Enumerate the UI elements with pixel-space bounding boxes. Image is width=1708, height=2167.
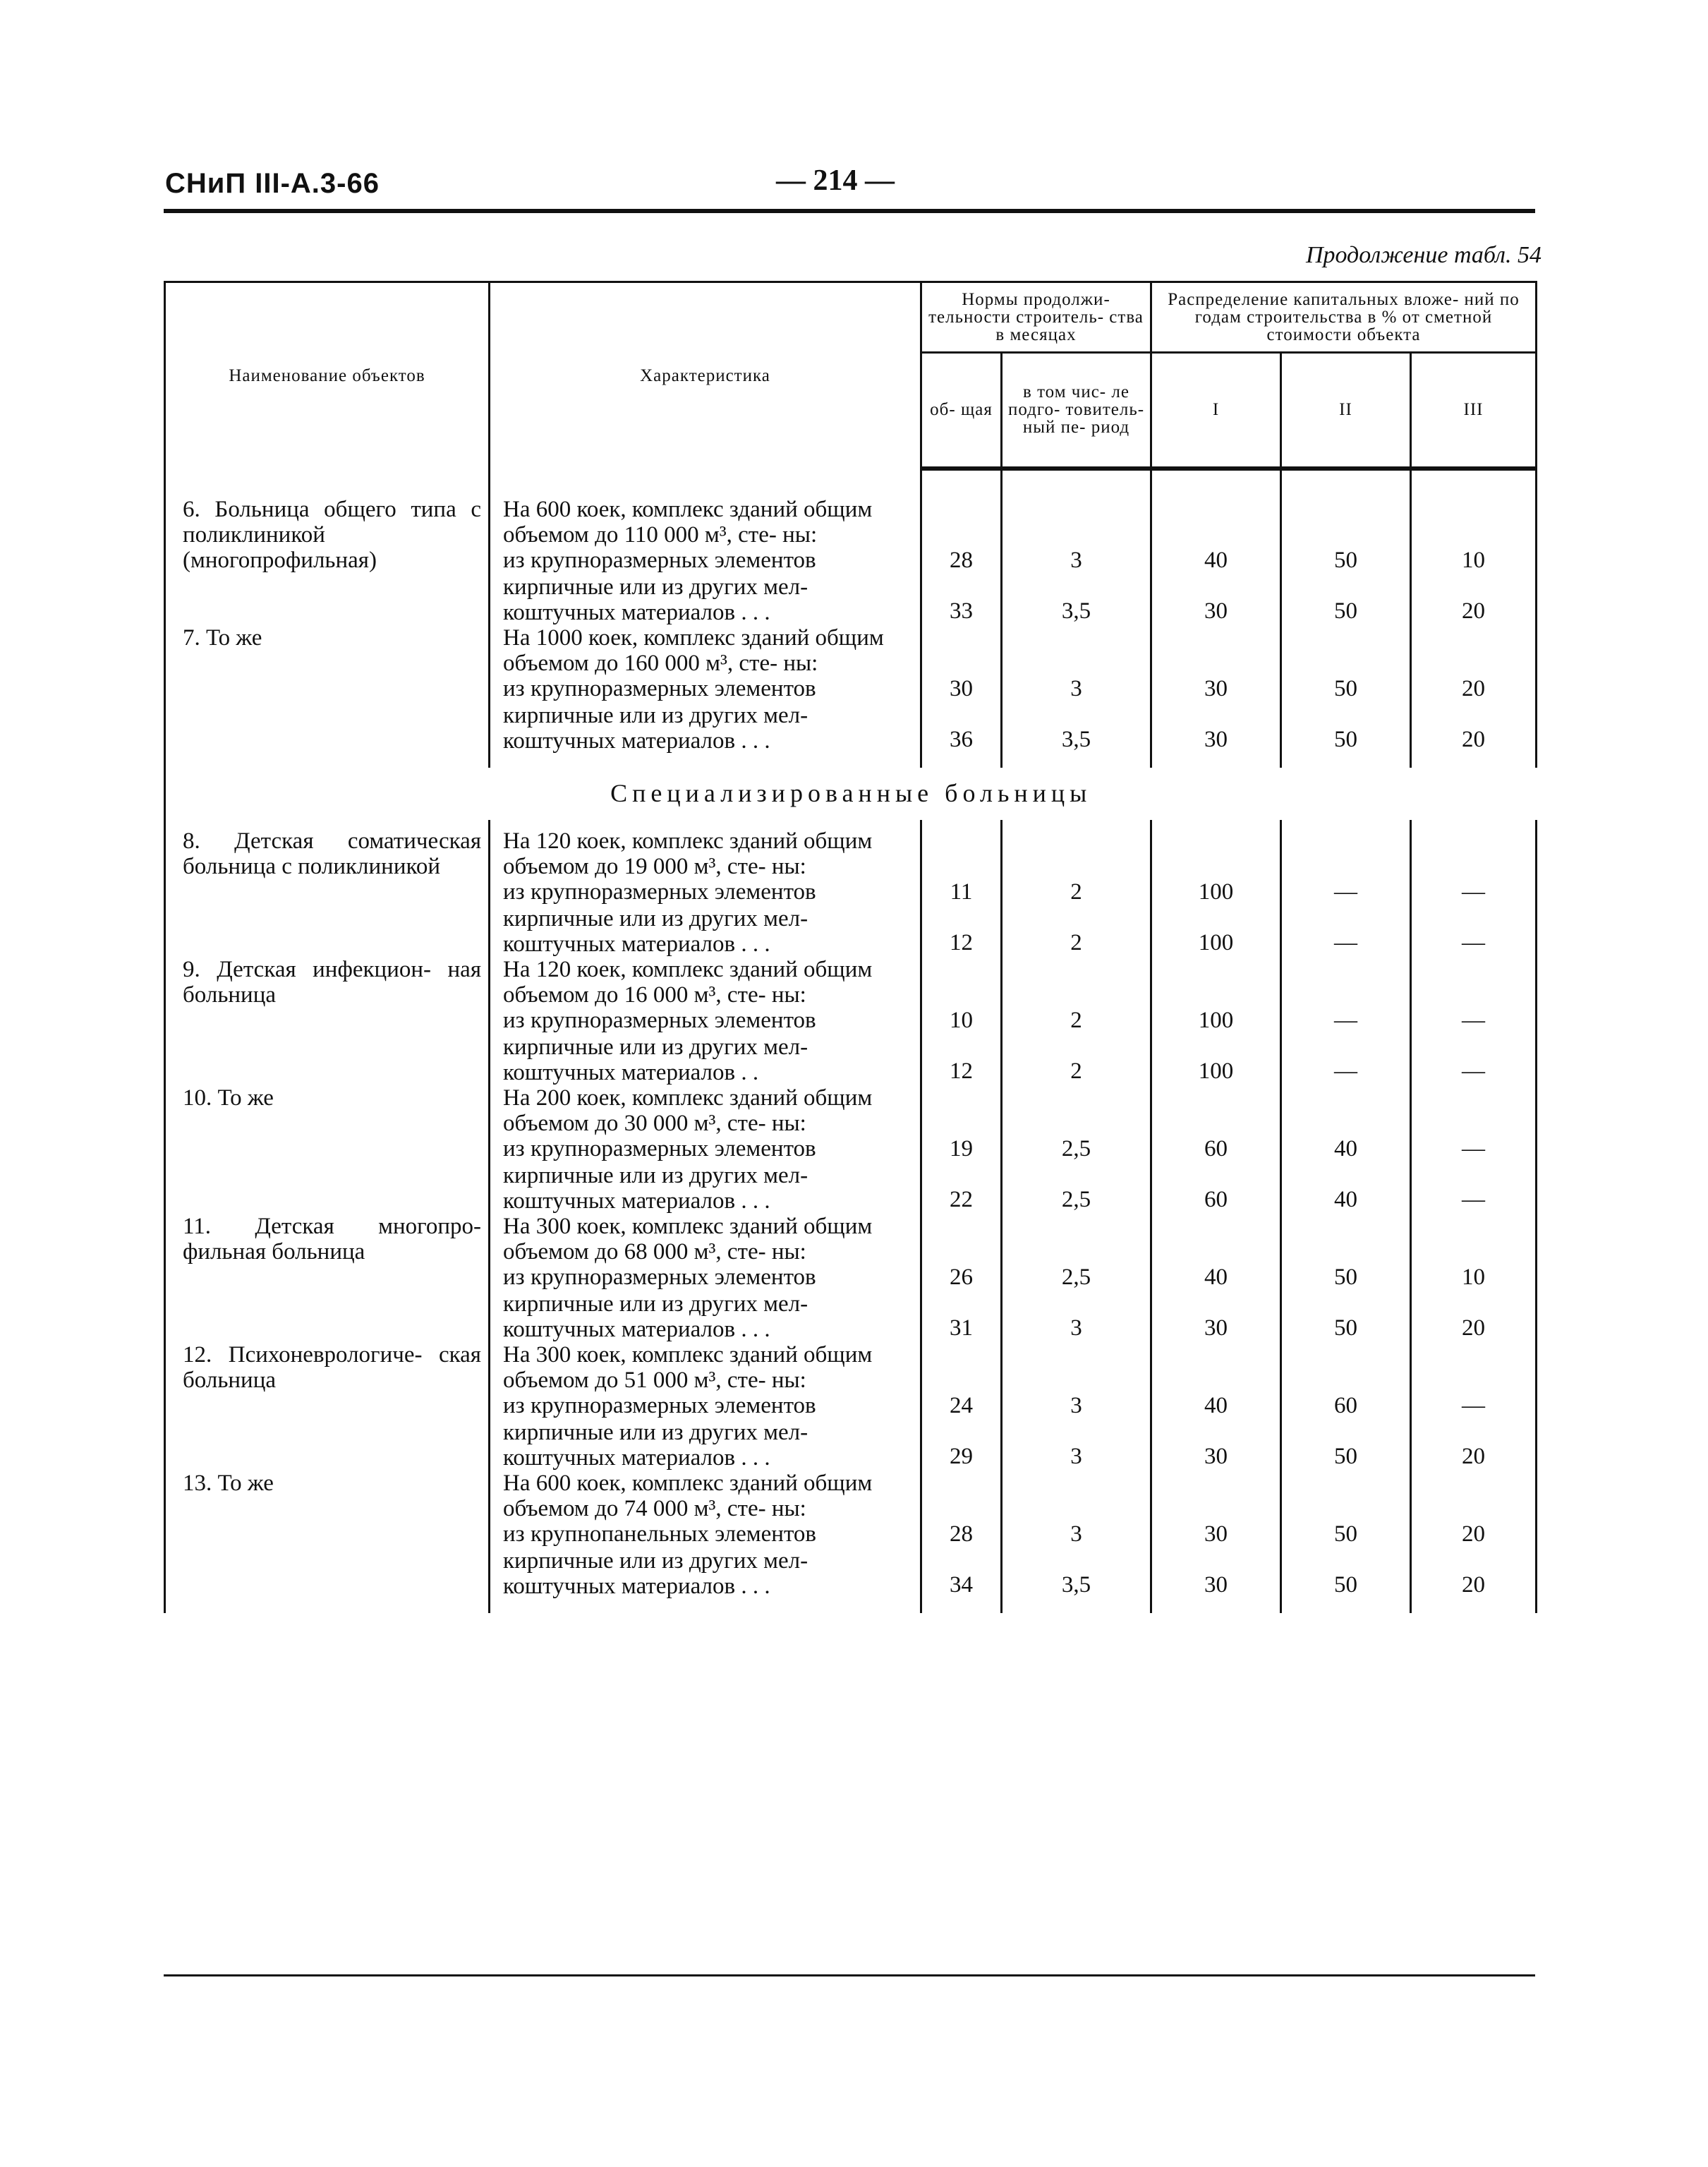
duration-prep: 3,5 [1002, 1548, 1151, 1599]
wall-option: из крупноразмерных элементов [490, 1136, 921, 1163]
year-3-percent: 20 [1411, 1420, 1537, 1471]
year-1-percent: 30 [1151, 1420, 1281, 1471]
year-2-percent: 50 [1281, 1420, 1411, 1471]
duration-total: 22 [921, 1163, 1002, 1214]
duration-prep: 2 [1002, 1034, 1151, 1085]
year-1-percent: 100 [1151, 906, 1281, 957]
characteristic-intro: На 120 коек, комплекс зданий общим объемом до 16 000 м³, сте- ны: [490, 957, 921, 1008]
table-continuation-label: Продолжение табл. 54 [1305, 242, 1542, 268]
duration-prep: 3,5 [1002, 703, 1151, 754]
norms-table [164, 281, 1537, 1613]
characteristic-intro: На 600 коек, комплекс зданий общим объемом до 110 000 м³, сте- ны: [490, 469, 921, 548]
empty-duration-total [921, 820, 1002, 879]
empty-year-3 [1411, 1214, 1537, 1264]
duration-prep: 2,5 [1002, 1264, 1151, 1291]
empty-year-2 [1281, 625, 1411, 676]
year-3-percent: 10 [1411, 548, 1537, 574]
duration-prep: 2 [1002, 1008, 1151, 1034]
year-1-percent: 30 [1151, 703, 1281, 754]
empty-duration-prep [1002, 1214, 1151, 1264]
object-name: 13. То же [165, 1471, 490, 1599]
wall-option: кирпичные или из других мел- коштучных материалов . . . [490, 1548, 921, 1599]
duration-total: 19 [921, 1136, 1002, 1163]
object-name: 10. То же [165, 1085, 490, 1214]
spacer-cell [490, 1599, 921, 1613]
empty-duration-prep [1002, 957, 1151, 1008]
spacer-cell [165, 754, 490, 768]
empty-duration-prep [1002, 1342, 1151, 1393]
year-1-percent: 100 [1151, 1008, 1281, 1034]
general-hospitals-group [165, 469, 1537, 768]
year-3-percent: — [1411, 1136, 1537, 1163]
empty-duration-prep [1002, 625, 1151, 676]
header-name-text: Наименование объектов [229, 366, 425, 385]
year-2-percent: 60 [1281, 1393, 1411, 1420]
section-title: Специализированные больницы [165, 768, 1537, 820]
year-2-percent: 50 [1281, 676, 1411, 703]
year-1-percent: 30 [1151, 1548, 1281, 1599]
empty-duration-total [921, 957, 1002, 1008]
year-2-percent: 50 [1281, 1521, 1411, 1548]
empty-year-2 [1281, 1085, 1411, 1136]
wall-option: из крупноразмерных элементов [490, 1393, 921, 1420]
duration-prep: 2 [1002, 906, 1151, 957]
header-duration-prep [1002, 353, 1151, 469]
empty-duration-total [921, 1471, 1002, 1521]
empty-year-3 [1411, 625, 1537, 676]
year-3-percent: 20 [1411, 1521, 1537, 1548]
duration-total: 28 [921, 548, 1002, 574]
table-row [165, 957, 1537, 1008]
characteristic-intro: На 200 коек, комплекс зданий общим объемом до 30 000 м³, сте- ны: [490, 1085, 921, 1136]
header-year-3-text: III [1463, 400, 1484, 420]
year-2-percent: 50 [1281, 548, 1411, 574]
empty-year-1 [1151, 1342, 1281, 1393]
year-1-percent: 100 [1151, 879, 1281, 906]
duration-total: 12 [921, 906, 1002, 957]
year-1-percent: 40 [1151, 548, 1281, 574]
empty-year-2 [1281, 957, 1411, 1008]
characteristic-intro: На 120 коек, комплекс зданий общим объемом до 19 000 м³, сте- ны: [490, 820, 921, 879]
duration-prep: 3 [1002, 676, 1151, 703]
object-name: 6. Больница общего типа с поликлиникой (многопрофильная) [165, 469, 490, 625]
header-duration-group-text: Нормы продолжи- тельности строитель- ства в месяцах [928, 290, 1144, 344]
year-3-percent: 20 [1411, 1291, 1537, 1342]
duration-prep: 2,5 [1002, 1136, 1151, 1163]
duration-prep: 3 [1002, 548, 1151, 574]
duration-total: 12 [921, 1034, 1002, 1085]
year-1-percent: 30 [1151, 676, 1281, 703]
spacer-cell [1002, 1599, 1151, 1613]
year-1-percent: 60 [1151, 1136, 1281, 1163]
empty-duration-total [921, 1085, 1002, 1136]
duration-total: 26 [921, 1264, 1002, 1291]
spacer-cell [1002, 754, 1151, 768]
spacer-row [165, 1599, 1537, 1613]
header-year-2 [1281, 353, 1411, 469]
table-row [165, 1085, 1537, 1136]
wall-option: из крупнопанельных элементов [490, 1521, 921, 1548]
year-3-percent: 20 [1411, 574, 1537, 625]
empty-duration-prep [1002, 469, 1151, 548]
spacer-cell [1411, 1599, 1537, 1613]
duration-total: 29 [921, 1420, 1002, 1471]
characteristic-intro: На 600 коек, комплекс зданий общим объемом до 74 000 м³, сте- ны: [490, 1471, 921, 1521]
year-3-percent: — [1411, 1008, 1537, 1034]
wall-option: кирпичные или из других мел- коштучных материалов . . [490, 1034, 921, 1085]
duration-prep: 3 [1002, 1521, 1151, 1548]
header-duration-total-text: об- щая [930, 400, 993, 420]
duration-total: 33 [921, 574, 1002, 625]
duration-total: 36 [921, 703, 1002, 754]
header-year-1 [1151, 353, 1281, 469]
wall-option: из крупноразмерных элементов [490, 676, 921, 703]
specialized-hospitals-group [165, 820, 1537, 1613]
empty-year-3 [1411, 1342, 1537, 1393]
header-year-2-text: II [1339, 400, 1352, 420]
characteristic-intro: На 1000 коек, комплекс зданий общим объемом до 160 000 м³, сте- ны: [490, 625, 921, 676]
wall-option: из крупноразмерных элементов [490, 1008, 921, 1034]
spacer-cell [165, 1599, 490, 1613]
spacer-cell [490, 754, 921, 768]
duration-total: 31 [921, 1291, 1002, 1342]
header-distribution-group-text: Распределение капитальных вложе- ний по годам строительства в % от сметной стоимости объекта [1168, 290, 1520, 344]
wall-option: из крупноразмерных элементов [490, 548, 921, 574]
table-row [165, 1214, 1537, 1264]
empty-year-1 [1151, 469, 1281, 548]
empty-year-3 [1411, 1085, 1537, 1136]
spacer-cell [1281, 1599, 1411, 1613]
duration-total: 30 [921, 676, 1002, 703]
empty-year-3 [1411, 1471, 1537, 1521]
table-row [165, 820, 1537, 879]
duration-prep: 2,5 [1002, 1163, 1151, 1214]
year-1-percent: 40 [1151, 1264, 1281, 1291]
duration-total: 34 [921, 1548, 1002, 1599]
wall-option: кирпичные или из других мел- коштучных материалов . . . [490, 1291, 921, 1342]
year-3-percent: — [1411, 1163, 1537, 1214]
empty-duration-prep [1002, 1471, 1151, 1521]
empty-year-2 [1281, 820, 1411, 879]
empty-duration-prep [1002, 820, 1151, 879]
wall-option: кирпичные или из других мел- коштучных материалов . . . [490, 703, 921, 754]
empty-duration-total [921, 1214, 1002, 1264]
duration-total: 24 [921, 1393, 1002, 1420]
spacer-row [165, 754, 1537, 768]
spacer-cell [921, 1599, 1002, 1613]
year-1-percent: 30 [1151, 1521, 1281, 1548]
header-duration-group [921, 282, 1151, 353]
year-1-percent: 30 [1151, 574, 1281, 625]
header-year-3 [1411, 353, 1537, 469]
empty-duration-total [921, 1342, 1002, 1393]
year-2-percent: 40 [1281, 1163, 1411, 1214]
table-row [165, 469, 1537, 548]
wall-option: кирпичные или из других мел- коштучных материалов . . . [490, 1420, 921, 1471]
empty-year-2 [1281, 1214, 1411, 1264]
empty-year-1 [1151, 820, 1281, 879]
header-duration-prep-text: в том чис- ле подго- товитель- ный пе- риод [1007, 382, 1145, 437]
year-2-percent: 50 [1281, 574, 1411, 625]
year-3-percent: — [1411, 1393, 1537, 1420]
object-name: 8. Детская соматическая больница с поликлиникой [165, 820, 490, 957]
year-2-percent: 50 [1281, 1264, 1411, 1291]
spacer-cell [921, 754, 1002, 768]
empty-year-2 [1281, 1471, 1411, 1521]
year-3-percent: — [1411, 906, 1537, 957]
header-duration-total [921, 353, 1002, 469]
empty-year-1 [1151, 1214, 1281, 1264]
empty-duration-total [921, 625, 1002, 676]
empty-year-1 [1151, 1471, 1281, 1521]
table-bottom-rule [164, 1974, 1535, 1976]
year-2-percent: — [1281, 906, 1411, 957]
header-name [165, 282, 490, 469]
year-2-percent: — [1281, 879, 1411, 906]
duration-prep: 3,5 [1002, 574, 1151, 625]
empty-year-2 [1281, 1342, 1411, 1393]
object-name: 9. Детская инфекцион- ная больница [165, 957, 490, 1085]
year-1-percent: 40 [1151, 1393, 1281, 1420]
duration-total: 28 [921, 1521, 1002, 1548]
table-row [165, 1471, 1537, 1521]
year-2-percent: — [1281, 1034, 1411, 1085]
object-name: 7. То же [165, 625, 490, 754]
duration-total: 10 [921, 1008, 1002, 1034]
spacer-cell [1411, 754, 1537, 768]
empty-duration-total [921, 469, 1002, 548]
wall-option: из крупноразмерных элементов [490, 879, 921, 906]
characteristic-intro: На 300 коек, комплекс зданий общим объемом до 68 000 м³, сте- ны: [490, 1214, 921, 1264]
duration-prep: 2 [1002, 879, 1151, 906]
object-name: 11. Детская многопро- фильная больница [165, 1214, 490, 1342]
empty-year-1 [1151, 957, 1281, 1008]
duration-total: 11 [921, 879, 1002, 906]
empty-duration-prep [1002, 1085, 1151, 1136]
year-1-percent: 30 [1151, 1291, 1281, 1342]
empty-year-1 [1151, 625, 1281, 676]
wall-option: из крупноразмерных элементов [490, 1264, 921, 1291]
empty-year-2 [1281, 469, 1411, 548]
table-row [165, 1342, 1537, 1393]
year-1-percent: 60 [1151, 1163, 1281, 1214]
year-3-percent: 20 [1411, 703, 1537, 754]
empty-year-3 [1411, 820, 1537, 879]
document-code: СНиП III-А.3-66 [165, 168, 380, 199]
year-2-percent: — [1281, 1008, 1411, 1034]
duration-prep: 3 [1002, 1291, 1151, 1342]
header-characteristic [490, 282, 921, 469]
year-3-percent: 20 [1411, 676, 1537, 703]
characteristic-intro: На 300 коек, комплекс зданий общим объемом до 51 000 м³, сте- ны: [490, 1342, 921, 1393]
spacer-cell [1151, 754, 1281, 768]
table-row [165, 625, 1537, 676]
object-name: 12. Психоневрологиче- ская больница [165, 1342, 490, 1471]
header-year-1-text: I [1212, 400, 1220, 420]
section-row [165, 768, 1537, 820]
page-number: — 214 — [776, 164, 895, 197]
empty-year-3 [1411, 469, 1537, 548]
empty-year-3 [1411, 957, 1537, 1008]
year-2-percent: 50 [1281, 1291, 1411, 1342]
year-3-percent: — [1411, 879, 1537, 906]
year-3-percent: 10 [1411, 1264, 1537, 1291]
wall-option: кирпичные или из других мел- коштучных материалов . . . [490, 574, 921, 625]
year-2-percent: 50 [1281, 703, 1411, 754]
year-3-percent: — [1411, 1034, 1537, 1085]
year-3-percent: 20 [1411, 1548, 1537, 1599]
header-rule [164, 209, 1535, 213]
year-1-percent: 100 [1151, 1034, 1281, 1085]
header-distribution-group [1151, 282, 1537, 353]
year-2-percent: 40 [1281, 1136, 1411, 1163]
spacer-cell [1281, 754, 1411, 768]
duration-prep: 3 [1002, 1420, 1151, 1471]
header-characteristic-text: Характеристика [640, 366, 770, 385]
duration-prep: 3 [1002, 1393, 1151, 1420]
spacer-cell [1151, 1599, 1281, 1613]
wall-option: кирпичные или из других мел- коштучных материалов . . . [490, 1163, 921, 1214]
wall-option: кирпичные или из других мел- коштучных материалов . . . [490, 906, 921, 957]
empty-year-1 [1151, 1085, 1281, 1136]
year-2-percent: 50 [1281, 1548, 1411, 1599]
